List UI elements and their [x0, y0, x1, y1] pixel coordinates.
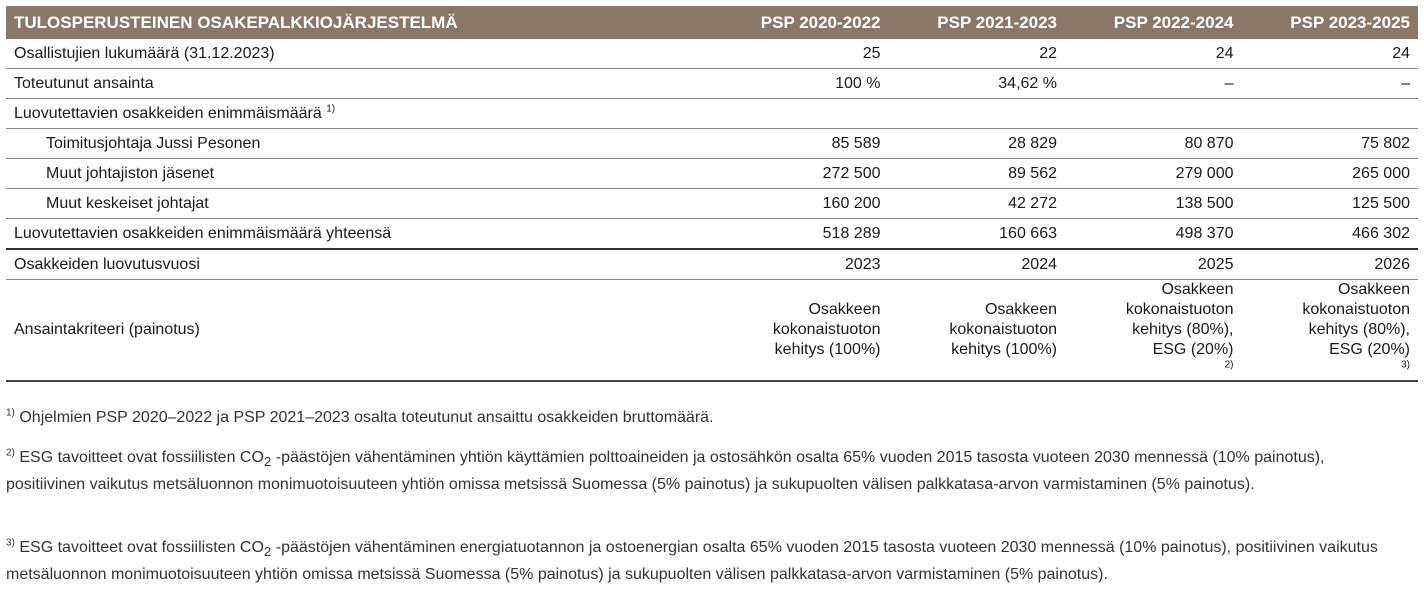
cell-value: 2024 [889, 249, 1066, 280]
footnote-ref: 1) [326, 103, 336, 115]
table-title: TULOSPERUSTEINEN OSAKEPALKKIOJÄRJESTELMÄ [6, 6, 712, 39]
criteria-line-text: ESG (20%) [1329, 341, 1410, 358]
footnote-text: Ohjelmien PSP 2020–2022 ja PSP 2021–2023 osalta toteutunut ansaittu osakkeiden bruttomäärä. [19, 409, 714, 426]
cell-value: 24 [1065, 39, 1242, 69]
footnote-text: -päästöjen vähentäminen energiatuotannon ja ostoenergian osalta 65% vuoden 2015 tasosta vuoteen 2030 mennessä (10% painotus), positiivinen vaikutus metsäluonnon monimuotoisuuteen yhtiön omissa metsissä Suomessa (5% painotus) ja sukupuolten välisen palkkatasa-arvon varmistaminen (5% painotus). [6, 539, 1378, 584]
footnote-3 [6, 536, 1406, 586]
cell-value [1065, 99, 1242, 129]
cell-value: 24 [1242, 39, 1419, 69]
cell-value: 42 272 [889, 189, 1066, 219]
column-header: PSP 2020-2022 [712, 6, 889, 39]
cell-value: 518 289 [712, 219, 889, 250]
criteria-line: Osakkeen [984, 301, 1057, 318]
row-label: Osallistujien lukumäärä (31.12.2023) [6, 39, 712, 69]
criteria-line-text: ESG (20%) [1152, 341, 1234, 358]
table-row [6, 129, 1418, 159]
cell-value: 75 802 [1242, 129, 1419, 159]
footnote-ref: 2) [1224, 359, 1234, 371]
footnote-mark: 1) [6, 407, 15, 419]
criteria-cell [1065, 280, 1242, 382]
table-header-row [6, 6, 1418, 39]
table-row [6, 189, 1418, 219]
cell-value: 125 500 [1242, 189, 1419, 219]
criteria-row [6, 280, 1418, 382]
row-label: Muut johtajiston jäsenet [6, 159, 712, 189]
incentive-table-section [6, 6, 1418, 584]
column-header: PSP 2021-2023 [889, 6, 1066, 39]
cell-value: – [1065, 69, 1242, 99]
footnote-text-pre: ESG tavoitteet ovat fossiilisten CO [19, 449, 264, 466]
cell-value: 279 000 [1065, 159, 1242, 189]
cell-value: 2025 [1065, 249, 1242, 280]
row-label: Muut keskeiset johtajat [6, 189, 712, 219]
cell-value: 100 % [712, 69, 889, 99]
row-label: Ansaintakriteeri (painotus) [6, 280, 712, 382]
table-row [6, 99, 1418, 129]
cell-value: 28 829 [889, 129, 1066, 159]
table-row [6, 39, 1418, 69]
table-row [6, 159, 1418, 189]
row-label [6, 99, 712, 129]
cell-value: 272 500 [712, 159, 889, 189]
table-row [6, 69, 1418, 99]
cell-value: 22 [889, 39, 1066, 69]
criteria-cell [1242, 280, 1419, 382]
row-label: Toteutunut ansainta [6, 69, 712, 99]
footnote-ref: 3) [1401, 359, 1410, 371]
footnote-subscript: 2 [263, 544, 272, 560]
criteria-line [1250, 340, 1411, 380]
cell-value: 25 [712, 39, 889, 69]
criteria-line: kokonaistuoton [949, 321, 1057, 338]
cell-value: 80 870 [1065, 129, 1242, 159]
cell-value [1242, 99, 1419, 129]
cell-value: 160 200 [712, 189, 889, 219]
cell-value: 498 370 [1065, 219, 1242, 250]
cell-value: 89 562 [889, 159, 1066, 189]
cell-value [889, 99, 1066, 129]
criteria-line: kehitys (100%) [951, 341, 1057, 358]
footnote-1 [6, 406, 1406, 429]
row-label: Toimitusjohtaja Jussi Pesonen [6, 129, 712, 159]
footnote-subscript: 2 [263, 454, 272, 470]
criteria-line: kokonaistuoton [772, 321, 881, 338]
cell-value: 2023 [712, 249, 889, 280]
cell-value: 2026 [1242, 249, 1419, 280]
criteria-cell [712, 280, 889, 382]
cell-value: – [1242, 69, 1419, 99]
row-label: Osakkeiden luovutusvuosi [6, 249, 712, 280]
cell-value: 85 589 [712, 129, 889, 159]
footnote-2 [6, 446, 1406, 496]
criteria-line: kehitys (80%), [1308, 321, 1410, 338]
criteria-line: kokonaistuoton [1125, 301, 1234, 318]
footnote-text-pre: ESG tavoitteet ovat fossiilisten CO [19, 539, 264, 556]
criteria-line: kokonaistuoton [1302, 301, 1410, 318]
cell-value: 466 302 [1242, 219, 1419, 250]
criteria-line: kehitys (100%) [774, 341, 881, 358]
incentive-table [6, 6, 1418, 382]
column-header: PSP 2022-2024 [1065, 6, 1242, 39]
footnote-text: -päästöjen vähentäminen yhtiön käyttämien polttoaineiden ja ostosähkön osalta 65% vuoden 2015 tasosta vuoteen 2030 mennessä (10% painotus), positiivinen vaikutus metsäluonnon monimuotoisuuteen yhtiön omissa metsissä Suomessa (5% painotus) ja sukupuolten välisen palkkatasa-arvon varmistaminen (5% painotus). [6, 449, 1325, 494]
criteria-line: Osakkeen [808, 301, 881, 318]
table-row-total [6, 219, 1418, 250]
criteria-cell [889, 280, 1066, 382]
footnote-mark: 2) [6, 447, 15, 459]
table-row [6, 249, 1418, 280]
row-label: Luovutettavien osakkeiden enimmäismäärä yhteensä [6, 219, 712, 250]
cell-value: 34,62 % [889, 69, 1066, 99]
criteria-line: Osakkeen [1161, 281, 1234, 298]
cell-value: 160 663 [889, 219, 1066, 250]
criteria-line: Osakkeen [1337, 281, 1410, 298]
criteria-line [1073, 340, 1234, 380]
column-header: PSP 2023-2025 [1242, 6, 1419, 39]
criteria-line: kehitys (80%), [1132, 321, 1234, 338]
cell-value: 138 500 [1065, 189, 1242, 219]
row-label-text: Luovutettavien osakkeiden enimmäismäärä [14, 104, 322, 122]
footnote-mark: 3) [6, 537, 15, 549]
cell-value: 265 000 [1242, 159, 1419, 189]
cell-value [712, 99, 889, 129]
